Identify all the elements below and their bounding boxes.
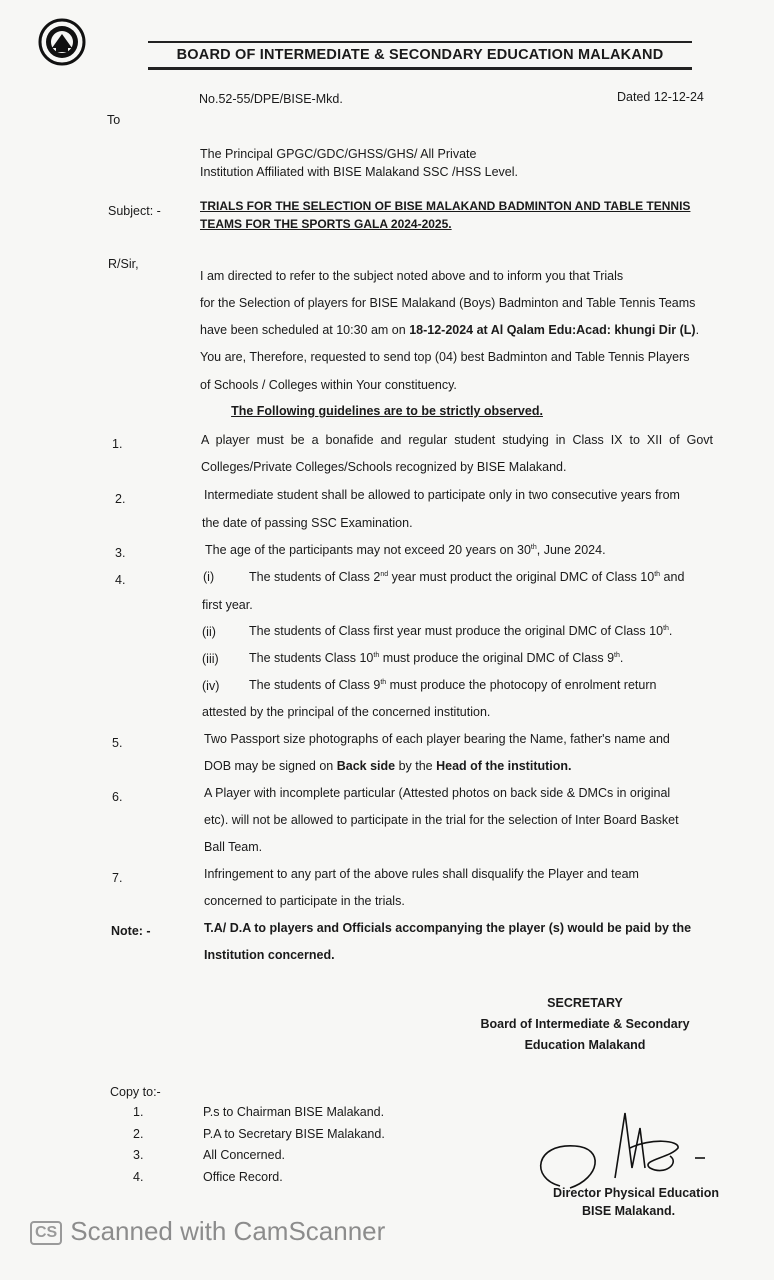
- watermark-text: Scanned with CamScanner: [70, 1216, 386, 1246]
- secretary-block: [470, 993, 700, 1056]
- guideline-4-ii-sup: th: [663, 624, 669, 632]
- guideline-4-iv-label: (iv): [202, 679, 220, 693]
- guideline-3-text-b: , June 2024.: [536, 543, 606, 557]
- guideline-4-ii-b: .: [668, 624, 673, 638]
- signatory-title: Director Physical Education: [553, 1186, 720, 1200]
- page-title: BOARD OF INTERMEDIATE & SECONDARY EDUCATION MALAKAND: [148, 41, 692, 70]
- subject-line-1: TRIALS FOR THE SELECTION OF BISE MALAKAND BADMINTON AND TABLE TENNIS: [200, 199, 691, 213]
- guideline-4-iii-sup2: th: [614, 651, 620, 659]
- guideline-4-iii-text: [249, 650, 623, 666]
- guideline-4-iv-text: [249, 677, 656, 693]
- guideline-2-line-1: Intermediate student shall be allowed to participate only in two consecutive years from: [204, 488, 680, 502]
- guideline-7-line-1: Infringement to any part of the above rules shall disqualify the Player and team: [204, 867, 639, 881]
- body-line-3-start: have been scheduled at 10:30 am on: [200, 323, 410, 337]
- guideline-2-number: 2.: [115, 492, 126, 506]
- camscanner-watermark: [30, 1216, 385, 1247]
- body-line-2: for the Selection of players for BISE Malakand (Boys) Badminton and Table Tennis Teams: [200, 296, 696, 310]
- guideline-4-i-text: [249, 569, 684, 585]
- guideline-4-iii-label: (iii): [202, 652, 219, 666]
- guideline-4-i-line-2: first year.: [202, 598, 253, 612]
- body-line-5: of Schools / Colleges within Your constituency.: [200, 378, 457, 392]
- guideline-3-number: 3.: [115, 546, 126, 560]
- guideline-1-number: 1.: [112, 437, 123, 451]
- note-label: Note: -: [111, 924, 151, 938]
- guideline-4-i-label: (i): [203, 570, 215, 584]
- addressee-line-1: The Principal GPGC/GDC/GHSS/GHS/ All Private: [200, 147, 477, 161]
- salutation: R/Sir,: [108, 257, 139, 271]
- guideline-5-number: 5.: [112, 736, 123, 750]
- note-line-2: Institution concerned.: [204, 948, 335, 962]
- guideline-5-l2b: Back side: [336, 759, 396, 773]
- guideline-4-iii-c: .: [619, 651, 624, 665]
- guideline-3-sup: th: [530, 543, 537, 551]
- guideline-4-ii-label: (ii): [202, 625, 216, 639]
- body-line-1: I am directed to refer to the subject noted above and to inform you that Trials: [200, 269, 624, 283]
- subject-line-2: TEAMS FOR THE SPORTS GALA 2024-2025.: [200, 217, 452, 231]
- trial-date-venue: 18-12-2024 at Al Qalam Edu:Acad: khungi Dir (L): [409, 323, 696, 337]
- guideline-4-iii-a: The students Class 10: [249, 651, 374, 665]
- guideline-6-line-1: A Player with incomplete particular (Attested photos on back side & DMCs in original: [204, 786, 671, 800]
- subject-label: Subject: -: [108, 204, 161, 218]
- addressee-line-2: Institution Affiliated with BISE Malakand SSC /HSS Level.: [200, 165, 518, 179]
- list-item: 1. P.s to Chairman BISE Malakand.: [133, 1105, 385, 1119]
- guideline-4-i-b: year must product the original DMC of Class 10: [388, 570, 655, 584]
- guideline-4-iv-a: The students of Class 9: [249, 678, 381, 692]
- guideline-1-line-1: A player must be a bonafide and regular student studying in Class IX to XII of Govt: [201, 433, 713, 447]
- guideline-6-number: 6.: [112, 790, 123, 804]
- list-item: 2. P.A to Secretary BISE Malakand.: [133, 1127, 385, 1141]
- guideline-4-iii-b: must produce the original DMC of Class 9: [379, 651, 615, 665]
- guideline-5-line-2: [204, 758, 572, 774]
- guideline-4-i-sup1: nd: [380, 570, 389, 578]
- guideline-5-l2d: Head of the institution.: [436, 759, 572, 773]
- guideline-4-iv-b: must produce the photocopy of enrolment return: [386, 678, 657, 692]
- camscanner-logo: CS: [30, 1221, 62, 1245]
- date: Dated 12-12-24: [617, 90, 704, 104]
- guideline-4-iv-line-2: attested by the principal of the concerned institution.: [202, 705, 491, 719]
- secretary-line-2: Board of Intermediate & Secondary: [480, 1017, 690, 1031]
- guideline-3-text: [205, 542, 606, 558]
- guideline-5-l2c: by the: [395, 759, 437, 773]
- body-line-4: You are, Therefore, requested to send top (04) best Badminton and Table Tennis Players: [200, 350, 690, 364]
- guideline-1-line-2: Colleges/Private Colleges/Schools recognized by BISE Malakand.: [201, 460, 567, 474]
- guidelines-title: The Following guidelines are to be strictly observed.: [231, 404, 543, 418]
- guideline-7-number: 7.: [112, 871, 123, 885]
- guideline-4-i-c: and: [660, 570, 685, 584]
- secretary-line-3: Education Malakand: [524, 1038, 646, 1052]
- guideline-4-iv-sup: th: [380, 678, 387, 686]
- guideline-5-l2a: DOB may be signed on: [204, 759, 337, 773]
- guideline-4-number: 4.: [115, 573, 126, 587]
- guideline-3-text-a: The age of the participants may not exceed 20 years on 30: [205, 543, 531, 557]
- guideline-6-line-3: Ball Team.: [204, 840, 263, 854]
- guideline-2-line-2: the date of passing SSC Examination.: [202, 516, 413, 530]
- guideline-4-iii-sup1: th: [373, 651, 380, 659]
- list-item: 3. All Concerned.: [133, 1148, 285, 1162]
- to-label: To: [107, 113, 121, 127]
- board-seal-icon: [38, 18, 86, 66]
- guideline-7-line-2: concerned to participate in the trials.: [204, 894, 405, 908]
- guideline-4-ii-text: [249, 623, 672, 639]
- note-line-1: T.A/ D.A to players and Officials accompanying the player (s) would be paid by the: [204, 921, 692, 935]
- guideline-5-line-1: Two Passport size photographs of each player bearing the Name, father's name and: [204, 732, 670, 746]
- guideline-4-i-sup2: th: [654, 570, 661, 578]
- body-line-3-end: .: [695, 323, 700, 337]
- guideline-6-line-2: etc). will not be allowed to participate in the trial for the selection of Inter Board Basket: [204, 813, 679, 827]
- guideline-4-ii-a: The students of Class first year must produce the original DMC of Class 10: [249, 624, 664, 638]
- body-line-3: [200, 322, 699, 338]
- list-item: 4. Office Record.: [133, 1170, 283, 1184]
- signatory-org: BISE Malakand.: [582, 1204, 676, 1218]
- secretary-title: SECRETARY: [547, 996, 623, 1010]
- guideline-4-i-a: The students of Class 2: [249, 570, 381, 584]
- reference-number: No.52-55/DPE/BISE-Mkd.: [199, 92, 343, 106]
- copy-to-label: Copy to:-: [110, 1085, 161, 1099]
